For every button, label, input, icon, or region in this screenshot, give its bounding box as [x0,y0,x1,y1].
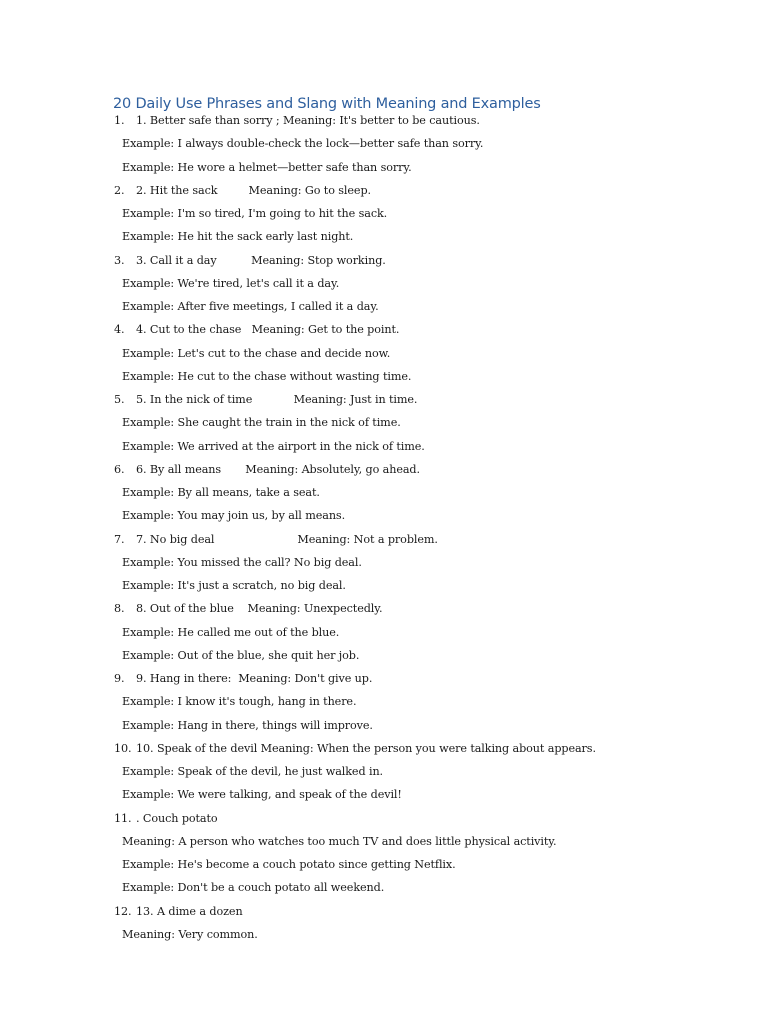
phrase-example: Example: You missed the call? No big deal. [122,555,362,569]
phrase-example: Example: He wore a helmet—better safe than sorry. [122,160,412,174]
phrase-heading: 13. A dime a dozen [136,904,243,918]
list-item-number: 10. [114,741,132,755]
phrase-heading: 1. Better safe than sorry ; Meaning: It's better to be cautious. [136,114,480,127]
phrase-meaning: Meaning: Very common. [122,927,258,941]
phrase-heading: . Couch potato [136,811,218,825]
phrase-example: Example: You may join us, by all means. [122,509,346,523]
phrase-example: Example: After five meetings, I called it a day. [122,300,379,313]
list-item-number: 6. [114,462,125,476]
list-item-number: 1. [114,114,125,127]
phrase-heading: 2. Hit the sack Meaning: Go to sleep. [136,183,371,197]
list-item-number: 5. [114,393,125,406]
phrase-example: Example: Let's cut to the chase and decide now. [122,346,391,360]
document-title: 20 Daily Use Phrases and Slang with Meaning and Examples [113,96,541,112]
list-item-number: 2. [114,183,125,197]
list-item-number: 8. [114,602,125,616]
phrase-example: Example: She caught the train in the nick of time. [122,416,401,430]
phrase-example: Example: Out of the blue, she quit her job. [122,648,360,662]
phrase-example: Example: It's just a scratch, no big deal. [122,579,346,592]
phrase-example: Example: I'm so tired, I'm going to hit the sack. [122,207,388,220]
phrase-heading: 4. Cut to the chase Meaning: Get to the point. [136,323,400,337]
phrase-heading: 3. Call it a day Meaning: Stop working. [136,253,386,267]
list-item-number: 9. [114,672,125,685]
phrase-example: Example: He called me out of the blue. [122,625,340,639]
phrase-example: Example: I always double-check the lock—better safe than sorry. [122,137,484,151]
phrase-heading: 6. By all means Meaning: Absolutely, go ahead. [136,462,420,476]
phrase-heading: 9. Hang in there: Meaning: Don't give up. [136,672,373,685]
phrase-heading: 7. No big deal Meaning: Not a problem. [136,532,438,546]
phrase-example: Example: Don't be a couch potato all weekend. [122,881,385,895]
phrase-example: Example: By all means, take a seat. [122,486,320,499]
phrase-example: Example: Speak of the devil, he just walked in. [122,765,384,778]
list-item-number: 3. [114,253,125,267]
phrase-example: Example: He hit the sack early last night. [122,230,354,244]
phrase-meaning: Meaning: A person who watches too much TV and does little physical activity. [122,834,557,848]
list-item-number: 12. [114,904,132,918]
phrase-example: Example: I know it's tough, hang in there. [122,695,357,709]
phrase-heading: 8. Out of the blue Meaning: Unexpectedly. [136,602,383,616]
phrase-example: Example: We're tired, let's call it a day. [122,276,340,290]
phrase-example: Example: We arrived at the airport in the nick of time. [122,439,425,453]
list-item-number: 4. [114,323,125,337]
phrase-example: Example: Hang in there, things will improve. [122,718,373,732]
phrase-heading: 10. Speak of the devil Meaning: When the person you were talking about appears. [136,741,596,755]
list-item-number: 7. [114,532,125,546]
list-item-number: 11. [114,811,132,825]
phrase-example: Example: We were talking, and speak of the devil! [122,788,402,802]
phrase-heading: 5. In the nick of time Meaning: Just in time. [136,393,418,406]
phrase-example: Example: He cut to the chase without wasting time. [122,369,412,383]
phrase-example: Example: He's become a couch potato since getting Netflix. [122,858,456,871]
